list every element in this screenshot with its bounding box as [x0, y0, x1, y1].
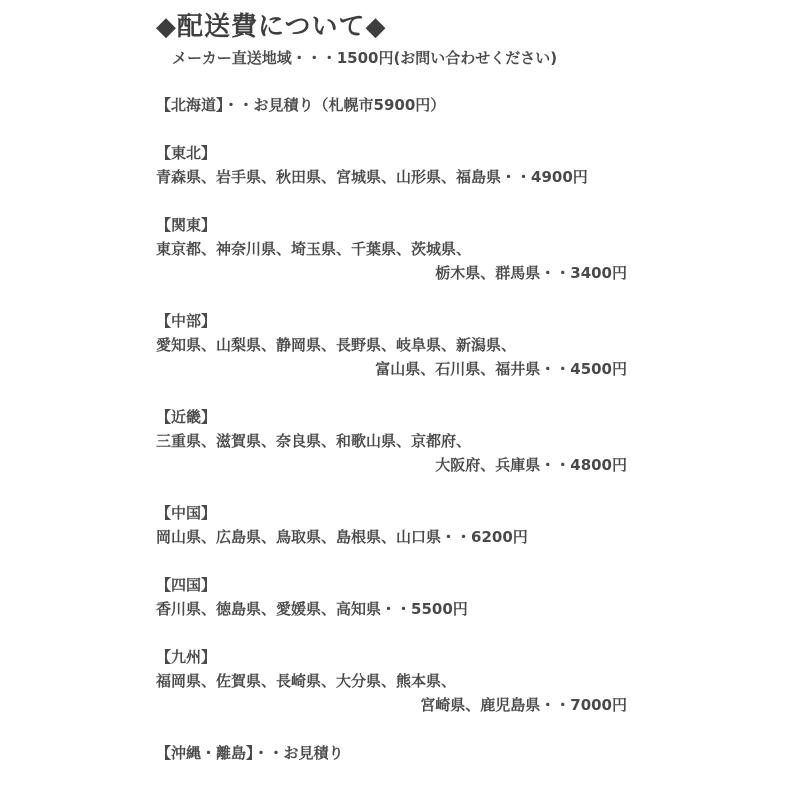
maker-direct-line: メーカー直送地域・・・1500円(お問い合わせください) — [172, 49, 558, 67]
kinki-header: 【近畿】 — [156, 408, 217, 426]
kanto-prefectures-line2: 栃木県、群馬県・・3400円 — [435, 264, 627, 282]
kanto-prefectures-line1: 東京都、神奈川県、埼玉県、千葉県、茨城県、 — [156, 240, 472, 258]
kyushu-prefectures-line2: 宮崎県、鹿児島県・・7000円 — [420, 696, 627, 714]
shikoku-prefectures: 香川県、徳島県、愛媛県、高知県・・5500円 — [156, 600, 468, 618]
page-title: ◆配送費について◆ — [156, 12, 387, 42]
chubu-header: 【中部】 — [156, 312, 217, 330]
tohoku-header: 【東北】 — [156, 144, 217, 162]
chugoku-prefectures: 岡山県、広島県、鳥取県、島根県、山口県・・6200円 — [156, 528, 528, 546]
okinawa-line: 【沖縄・離島】・・お見積り — [156, 744, 344, 762]
kinki-prefectures-line1: 三重県、滋賀県、奈良県、和歌山県、京都府、 — [156, 432, 472, 450]
tohoku-prefectures: 青森県、岩手県、秋田県、宮城県、山形県、福島県・・4900円 — [156, 168, 588, 186]
kanto-header: 【関東】 — [156, 216, 217, 234]
hokkaido-line: 【北海道】・・お見積り（札幌市5900円） — [156, 96, 446, 114]
chubu-prefectures-line2: 富山県、石川県、福井県・・4500円 — [375, 360, 627, 378]
chugoku-header: 【中国】 — [156, 504, 217, 522]
kyushu-header: 【九州】 — [156, 648, 217, 666]
chubu-prefectures-line1: 愛知県、山梨県、静岡県、長野県、岐阜県、新潟県、 — [156, 336, 517, 354]
kyushu-prefectures-line1: 福岡県、佐賀県、長崎県、大分県、熊本県、 — [156, 672, 457, 690]
shikoku-header: 【四国】 — [156, 576, 217, 594]
kinki-prefectures-line2: 大阪府、兵庫県・・4800円 — [435, 456, 627, 474]
